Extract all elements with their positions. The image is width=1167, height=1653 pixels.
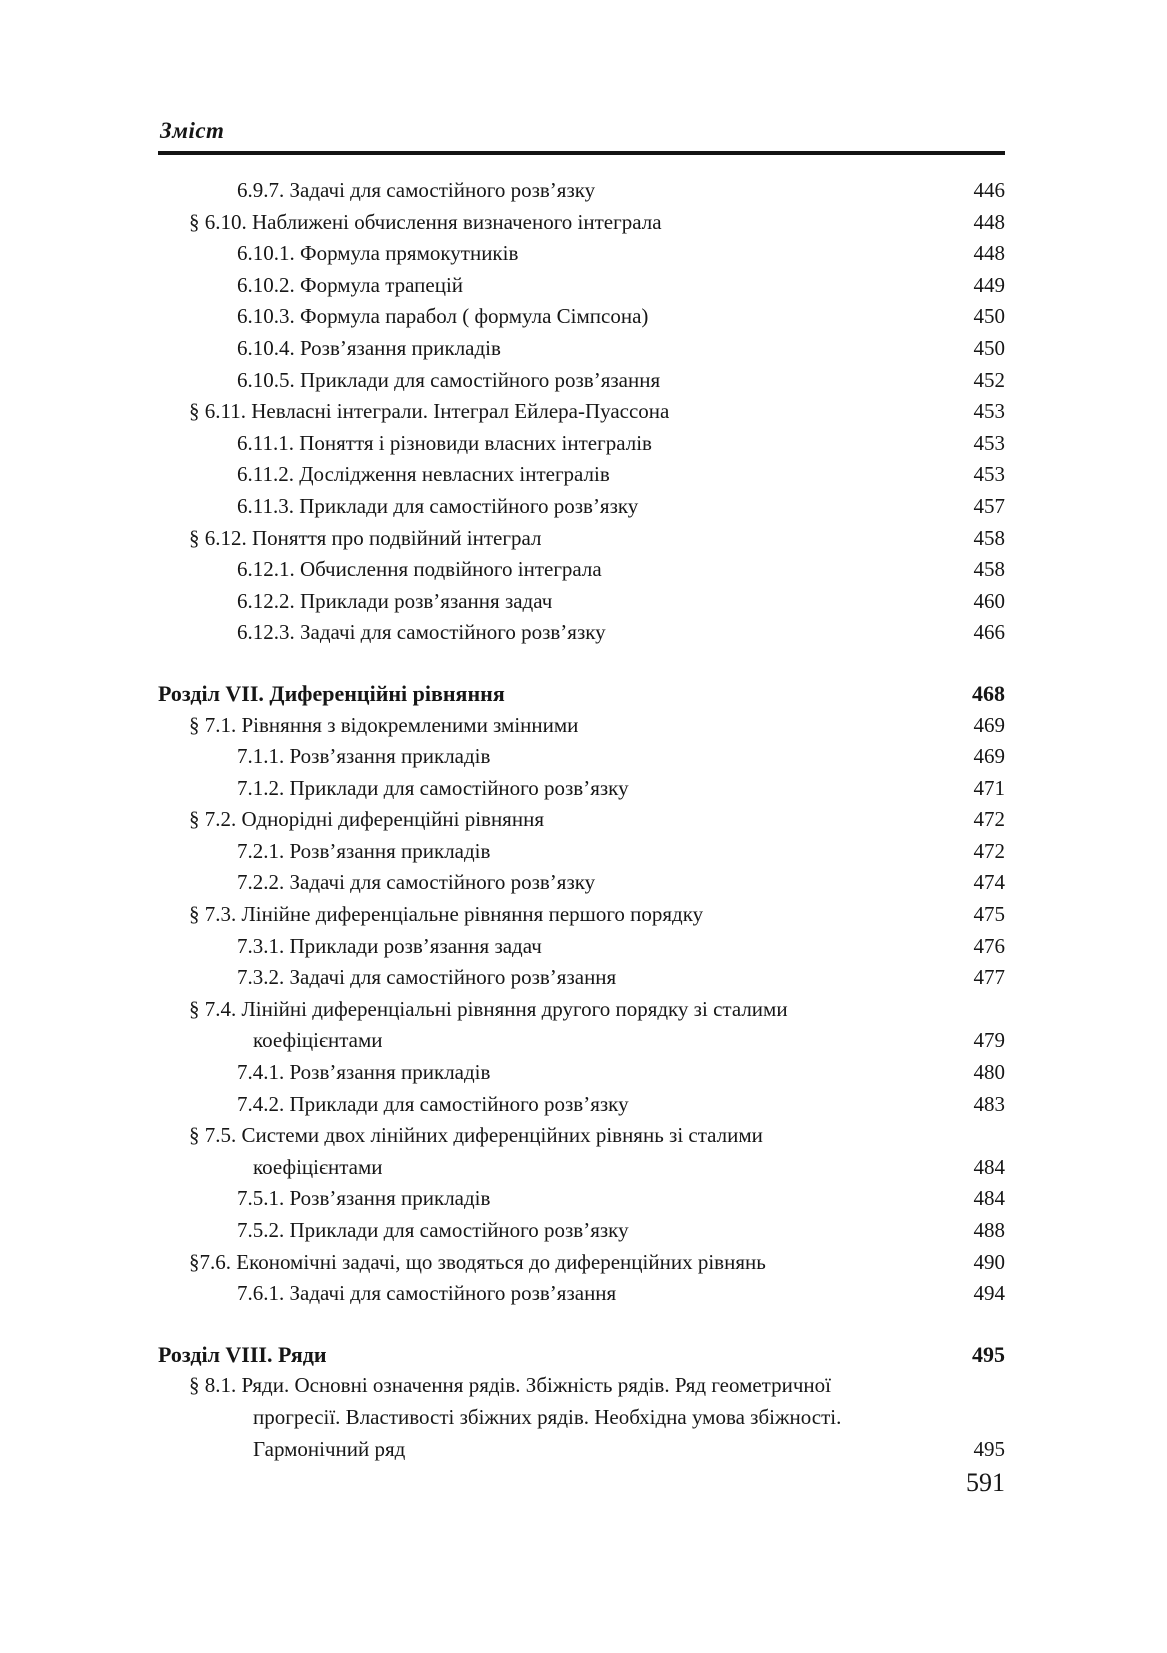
- toc-entry-label: 6.10.3. Формула парабол ( формула Сімпсона): [237, 304, 649, 329]
- toc-entry: [158, 678, 1005, 710]
- section-gap: [158, 649, 1005, 678]
- toc-entry-page: 458: [973, 557, 1005, 582]
- toc-entry-label: прогресії. Властивості збіжних рядів. Необхідна умова збіжності.: [253, 1404, 842, 1429]
- toc-entry-label: § 7.5. Системи двох лінійних диференційних рівнянь зі сталими: [189, 1123, 763, 1148]
- toc-entry-label: § 7.2. Однорідні диференційні рівняння: [189, 807, 544, 832]
- toc-entry-label: 7.2.2. Задачі для самостійного розв’язку: [237, 870, 596, 895]
- toc-entry-label: коефіцієнтами: [253, 1154, 383, 1179]
- toc-entry-page: 488: [973, 1218, 1005, 1242]
- toc-entry: [158, 301, 1005, 333]
- toc-entry-label: 7.1.1. Розв’язання прикладів: [237, 744, 491, 769]
- toc-entry: [158, 617, 1005, 649]
- toc-entry: [158, 365, 1005, 397]
- toc-entry: [158, 1247, 1005, 1279]
- toc-entry-label: Розділ VIII. Ряди: [158, 1341, 327, 1367]
- toc-entry-page: 469: [973, 744, 1005, 769]
- toc-list: [158, 175, 1005, 1465]
- toc-entry-page: 458: [973, 525, 1005, 550]
- toc-entry-label: Розділ VII. Диференційні рівняння: [158, 680, 505, 706]
- toc-entry: [158, 1057, 1005, 1089]
- toc-entry-label: § 8.1. Ряди. Основні означення рядів. Збіжність рядів. Ряд геометричної: [189, 1373, 831, 1398]
- toc-entry-label: § 6.11. Невласні інтеграли. Інтеграл Ейлера-Пуассона: [189, 399, 670, 424]
- toc-entry-label: 7.4.2. Приклади для самостійного розв’язку: [237, 1091, 629, 1116]
- toc-entry: [158, 899, 1005, 931]
- toc-entry-label: 6.10.1. Формула прямокутників: [237, 241, 519, 266]
- toc-entry-page: 449: [973, 272, 1005, 297]
- toc-entry-page: 457: [973, 493, 1005, 518]
- toc-entry: [158, 523, 1005, 555]
- toc-entry: [158, 836, 1005, 868]
- toc-entry-page: 466: [973, 620, 1005, 645]
- toc-entry-label: §7.6. Економічні задачі, що зводяться до диференційних рівнянь: [189, 1249, 766, 1274]
- toc-entry-page: 453: [973, 430, 1005, 455]
- toc-entry-page: 460: [973, 588, 1005, 613]
- toc-entry: [158, 459, 1005, 491]
- toc-entry: [158, 1402, 1005, 1434]
- toc-entry: [158, 270, 1005, 302]
- folio-page-number: 591: [966, 1468, 1005, 1497]
- toc-entry: [158, 175, 1005, 207]
- toc-entry: [158, 586, 1005, 618]
- toc-entry: [158, 741, 1005, 773]
- toc-entry: [158, 238, 1005, 270]
- toc-entry-label: 7.4.1. Розв’язання прикладів: [237, 1060, 491, 1085]
- toc-entry-label: 6.10.4. Розв’язання прикладів: [237, 335, 501, 360]
- toc-entry-label: 7.3.1. Приклади розв’язання задач: [237, 933, 542, 958]
- toc-entry-page: 484: [973, 1186, 1005, 1211]
- toc-entry-label: 6.12.1. Обчислення подвійного інтеграла: [237, 557, 602, 582]
- toc-entry-page: 484: [973, 1154, 1005, 1179]
- toc-entry-label: 6.11.1. Поняття і різновиди власних інтегралів: [237, 430, 652, 455]
- toc-entry: [158, 428, 1005, 460]
- toc-entry-page: 494: [973, 1281, 1005, 1306]
- toc-entry-label: 6.10.2. Формула трапецій: [237, 272, 464, 297]
- toc-entry-label: 6.12.2. Приклади розв’язання задач: [237, 588, 553, 613]
- toc-entry-page: 453: [973, 399, 1005, 424]
- toc-entry: [158, 1089, 1005, 1121]
- page-title: Зміст: [160, 118, 225, 143]
- toc-entry-page: 450: [973, 335, 1005, 360]
- toc-entry-label: 7.6.1. Задачі для самостійного розв’язання: [237, 1281, 617, 1306]
- toc-entry-label: § 7.3. Лінійне диференціальне рівняння першого порядку: [189, 902, 704, 927]
- toc-entry-page: 475: [973, 902, 1005, 927]
- toc-entry-label: коефіцієнтами: [253, 1028, 383, 1053]
- toc-entry-label: 6.12.3. Задачі для самостійного розв’язку: [237, 620, 606, 645]
- toc-entry-label: § 7.4. Лінійні диференціальні рівняння другого порядку зі сталими: [189, 996, 788, 1021]
- toc-entry-label: § 6.10. Наближені обчислення визначеного інтеграла: [189, 209, 662, 234]
- toc-entry-page: 452: [973, 367, 1005, 392]
- toc-entry-page: 483: [973, 1091, 1005, 1116]
- toc-entry-page: 471: [973, 775, 1005, 800]
- toc-entry-label: 6.11.3. Приклади для самостійного розв’язку: [237, 493, 639, 518]
- toc-entry: [158, 491, 1005, 523]
- toc-entry-page: 448: [973, 209, 1005, 234]
- toc-entry: [158, 207, 1005, 239]
- toc-entry-label: 7.2.1. Розв’язання прикладів: [237, 838, 491, 863]
- toc-entry: [158, 994, 1005, 1026]
- toc-entry: [158, 962, 1005, 994]
- toc-entry: [158, 1278, 1005, 1310]
- toc-entry-page: 468: [972, 680, 1005, 706]
- toc-entry: [158, 1183, 1005, 1215]
- toc-entry: [158, 710, 1005, 742]
- toc-entry-page: 472: [973, 838, 1005, 863]
- toc-entry: [158, 773, 1005, 805]
- toc-entry-page: 495: [972, 1341, 1005, 1367]
- header-rule: [158, 151, 1005, 155]
- toc-entry-label: Гармонічний ряд: [253, 1436, 406, 1461]
- page-content: [158, 118, 1005, 1465]
- toc-entry-page: 490: [973, 1249, 1005, 1274]
- toc-entry: [158, 1434, 1005, 1466]
- toc-entry-label: 7.1.2. Приклади для самостійного розв’язку: [237, 775, 629, 800]
- toc-entry: [158, 1120, 1005, 1152]
- toc-entry-label: 6.9.7. Задачі для самостійного розв’язку: [237, 178, 596, 202]
- toc-entry: [158, 1152, 1005, 1184]
- toc-entry: [158, 1025, 1005, 1057]
- toc-entry-page: 469: [973, 712, 1005, 737]
- toc-entry: [158, 333, 1005, 365]
- toc-entry-label: 6.11.2. Дослідження невласних інтегралів: [237, 462, 610, 487]
- section-gap: [158, 1310, 1005, 1339]
- toc-entry-label: 6.10.5. Приклади для самостійного розв’язання: [237, 367, 661, 392]
- toc-entry-page: 480: [973, 1060, 1005, 1085]
- toc-entry: [158, 931, 1005, 963]
- toc-entry-label: 7.5.1. Розв’язання прикладів: [237, 1186, 491, 1211]
- toc-entry-page: 446: [973, 178, 1005, 202]
- toc-entry: [158, 867, 1005, 899]
- toc-entry-page: 448: [973, 241, 1005, 266]
- toc-entry-page: 474: [973, 870, 1005, 895]
- toc-entry-label: 7.5.2. Приклади для самостійного розв’язку: [237, 1218, 629, 1242]
- toc-entry-page: 453: [973, 462, 1005, 487]
- toc-entry-label: 7.3.2. Задачі для самостійного розв’язання: [237, 965, 617, 990]
- toc-entry: [158, 1215, 1005, 1247]
- toc-entry: [158, 1370, 1005, 1402]
- toc-entry-label: § 7.1. Рівняння з відокремленими змінними: [189, 712, 579, 737]
- toc-entry-label: § 6.12. Поняття про подвійний інтеграл: [189, 525, 542, 550]
- toc-entry-page: 450: [973, 304, 1005, 329]
- toc-entry-page: 472: [973, 807, 1005, 832]
- toc-entry: [158, 1339, 1005, 1371]
- toc-entry-page: 476: [973, 933, 1005, 958]
- toc-entry-page: 477: [973, 965, 1005, 990]
- toc-entry: [158, 396, 1005, 428]
- toc-entry: [158, 554, 1005, 586]
- toc-entry-page: 495: [973, 1436, 1005, 1461]
- toc-entry-page: 479: [973, 1028, 1005, 1053]
- toc-entry: [158, 804, 1005, 836]
